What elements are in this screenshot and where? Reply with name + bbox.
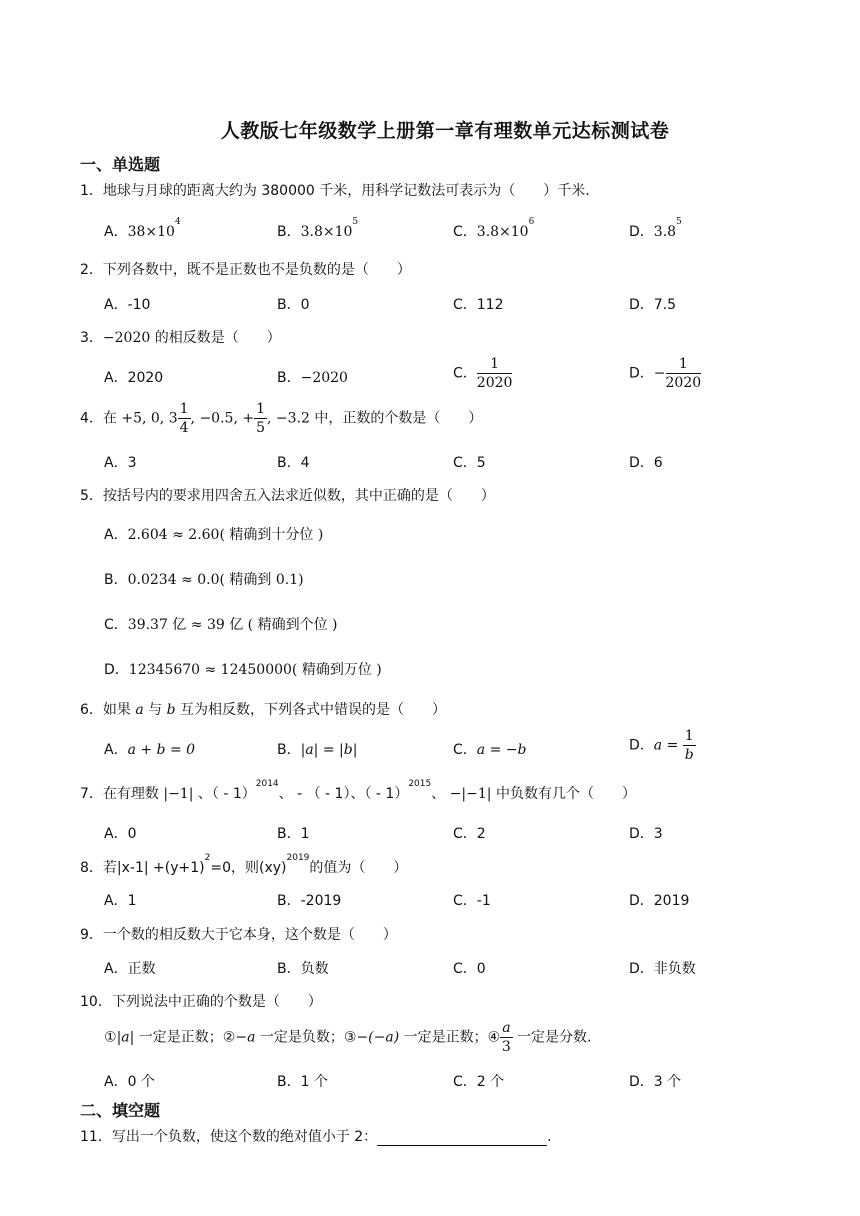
q9-option-d: D．非负数 xyxy=(629,961,696,977)
question-4: 4．在 +5, 0, 3 $\frac{1}{4}$ , −0.5, + $\frac{1}{5}$ , −3.2 中，正数的个数是（ ） xyxy=(80,401,483,436)
q1-option-d: D．$3.8^5$ xyxy=(629,217,682,240)
q2-option-d: D．7.5 xyxy=(629,297,677,313)
q3-option-c: C． $\frac{1}{2020}$ xyxy=(453,356,513,391)
q5-option-b: B．0.0234 ≈ 0.0( 精确到 0.1) xyxy=(104,572,304,588)
question-8: 8．若$|x-1| +(y+1)^2=0$，则(xy)$^{2019}$的值为（ ） xyxy=(80,853,408,876)
q9-option-c: C．0 xyxy=(453,961,486,977)
q5-option-d: D．12345670 ≈ 12450000( 精确到万位 ) xyxy=(104,662,382,678)
q3-option-a: A．2020 xyxy=(104,370,164,386)
q10-option-c: C．2 个 xyxy=(453,1074,505,1090)
q1-option-a: A．$38\times 10^4$ xyxy=(104,217,181,240)
q1-option-c: C．$3.8\times 10^6$ xyxy=(453,217,535,240)
section-heading-single-choice: 一、单选题 xyxy=(80,155,161,174)
q10-option-a: A．0 个 xyxy=(104,1074,155,1090)
q5-option-c: C．39.37 亿 ≈ 39 亿 ( 精确到个位 ) xyxy=(104,617,338,633)
section-heading-fill-in: 二、填空题 xyxy=(80,1101,161,1120)
q8-option-c: C．-1 xyxy=(453,893,491,909)
q4-option-a: A．3 xyxy=(104,455,137,471)
q10-statements: ①|a| 一定是正数；②−a 一定是负数；③−(−a) 一定是正数；④ $\frac{a}{3}$ 一定是分数. xyxy=(104,1020,592,1055)
q4-option-d: D．6 xyxy=(629,455,663,471)
question-9: 9．一个数的相反数大于它本身，这个数是（ ） xyxy=(80,927,397,943)
question-1: 1．地球与月球的距离大约为 380000 千米，用科学记数法可表示为（ ）千米. xyxy=(80,183,590,199)
question-7: 7．在有理数 |−1| 、（ - 1）$^{2014}$、 - （ - 1）、（ - 1）$^{2015}$、 −|−1| 中负数有几个（ ） xyxy=(80,779,636,802)
q8-option-a: A．1 xyxy=(104,893,137,909)
question-11: 11．写出一个负数，使这个数的绝对值小于 2： . xyxy=(80,1129,552,1145)
q6-option-d: D．a = $\frac{1}{b}$ xyxy=(629,728,694,763)
q4-option-b: B．4 xyxy=(277,455,310,471)
q6-option-b: B．|a| = |b| xyxy=(277,742,358,758)
q8-option-b: B．-2019 xyxy=(277,893,342,909)
q9-option-a: A．正数 xyxy=(104,961,156,977)
q7-option-c: C．2 xyxy=(453,826,486,842)
q7-option-d: D．3 xyxy=(629,826,663,842)
q8-option-d: D．2019 xyxy=(629,893,690,909)
answer-blank[interactable] xyxy=(377,1131,547,1146)
q2-option-a: A．-10 xyxy=(104,297,151,313)
q2-option-c: C．112 xyxy=(453,297,504,313)
q1-option-b: B．$3.8\times 10^5$ xyxy=(277,217,359,240)
question-10: 10．下列说法中正确的个数是（ ） xyxy=(80,994,322,1010)
question-2: 2．下列各数中，既不是正数也不是负数的是（ ） xyxy=(80,262,411,278)
q7-option-b: B．1 xyxy=(277,826,310,842)
q7-option-a: A．0 xyxy=(104,826,137,842)
q6-option-a: A．a + b = 0 xyxy=(104,742,196,758)
q2-option-b: B．0 xyxy=(277,297,310,313)
question-3: 3．−2020 的相反数是（ ） xyxy=(80,330,281,346)
q6-option-c: C．a = −b xyxy=(453,742,527,758)
q3-option-b: B．−2020 xyxy=(277,370,348,386)
question-6: 6．如果 a 与 b 互为相反数，下列各式中错误的是（ ） xyxy=(80,702,447,718)
question-5: 5．按括号内的要求用四舍五入法求近似数，其中正确的是（ ） xyxy=(80,488,495,504)
q10-option-d: D．3 个 xyxy=(629,1074,682,1090)
q4-option-c: C．5 xyxy=(453,455,486,471)
q3-option-d: D．− $\frac{1}{2020}$ xyxy=(629,356,702,391)
q5-option-a: A．2.604 ≈ 2.60( 精确到十分位 ) xyxy=(104,527,324,543)
page-title: 人教版七年级数学上册第一章有理数单元达标测试卷 xyxy=(220,120,670,142)
q9-option-b: B．负数 xyxy=(277,961,329,977)
q10-option-b: B．1 个 xyxy=(277,1074,328,1090)
